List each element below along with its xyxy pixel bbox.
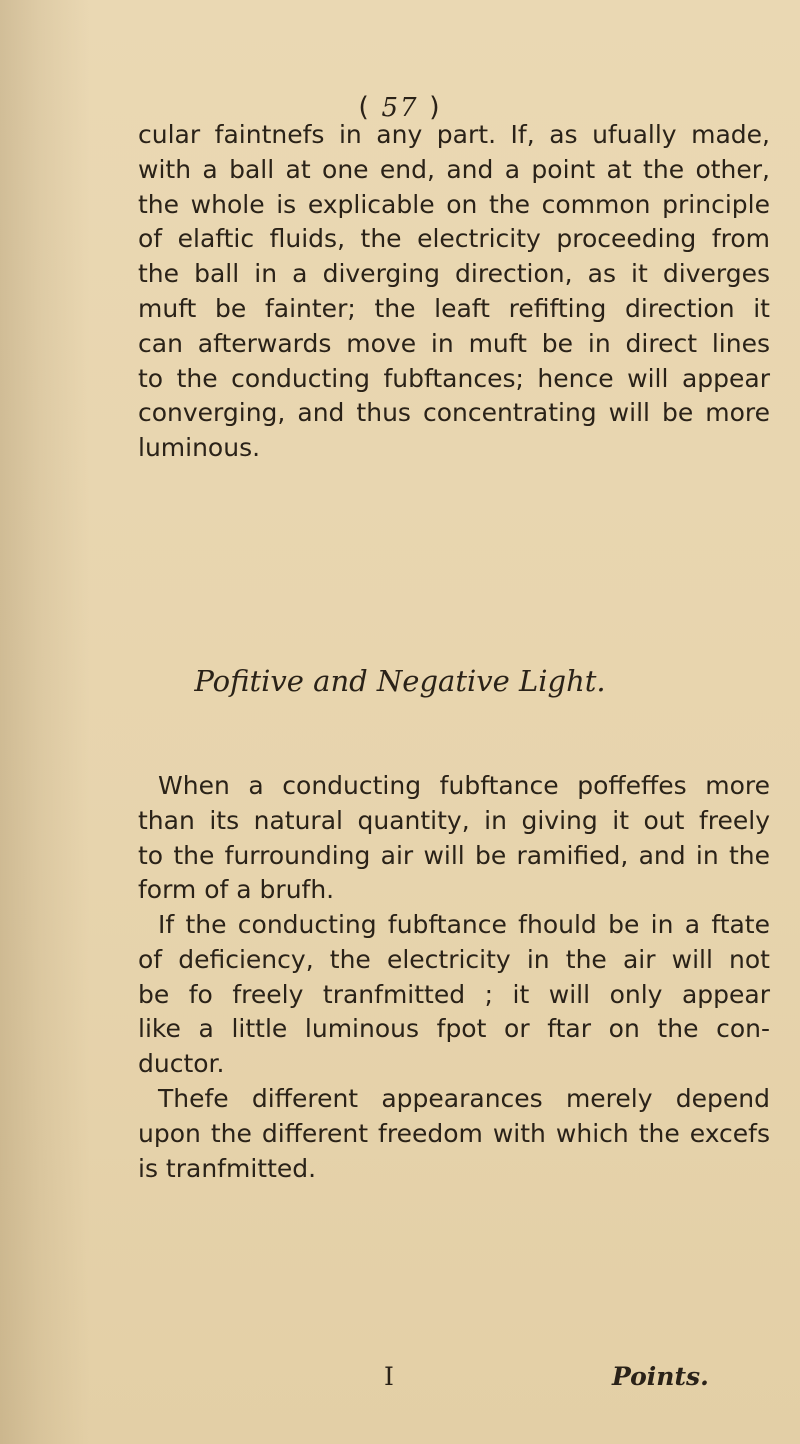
section-title: Pofitive and Negative Light. — [194, 664, 606, 698]
text-line: can afterwards move in muft be in direct lines — [138, 328, 770, 358]
paragraph-2 — [138, 769, 770, 908]
text-line: with a ball at one end, and a point at the other, — [138, 154, 770, 184]
text-line: is tranfmitted. — [138, 1153, 317, 1183]
text-line: luminous. — [138, 433, 261, 463]
text-line: to the conducting fubftances; hence will appear — [138, 363, 770, 393]
text-line: upon the different freedom with which the excefs — [138, 1118, 770, 1148]
text-line: If the conducting fubftance fhould be in a ftate — [158, 910, 770, 939]
text-line: be fo freely tranfmitted ; it will only appear — [138, 979, 770, 1009]
paragraph-3 — [138, 908, 770, 1082]
page-number: 57 — [381, 93, 419, 123]
paragraph-1 — [138, 118, 770, 466]
signature-mark: I — [384, 1362, 394, 1391]
text-line: of deficiency, the electricity in the air will not — [138, 944, 770, 974]
text-line: form of a brufh. — [138, 875, 335, 905]
text-line: ductor. — [138, 1049, 225, 1079]
text-line: muft be fainter; the leaft refifting direction it — [138, 293, 770, 323]
catchword: Points. — [612, 1362, 709, 1391]
paragraph-4 — [138, 1082, 770, 1186]
text-line: converging, and thus concentrating will be more — [138, 398, 770, 428]
text-line: like a little luminous fpot or ftar on the con- — [138, 1014, 770, 1044]
text-line: When a conducting fubftance poffeffes more — [158, 771, 770, 800]
text-line: than its natural quantity, in giving it out freely — [138, 805, 770, 835]
text-line: cular faintnefs in any part. If, as ufually made, — [138, 120, 770, 149]
text-line: the whole is explicable on the common principle — [138, 189, 770, 219]
paren-close: ) — [429, 92, 442, 123]
text-line: of elaftic fluids, the electricity proceeding from — [138, 224, 770, 254]
text-line: Thefe different appearances merely depend — [158, 1084, 770, 1113]
text-line: to the furrounding air will be ramified, and in the — [138, 840, 770, 870]
paren-open: ( — [358, 92, 371, 123]
text-line: the ball in a diverging direction, as it diverges — [138, 259, 770, 289]
